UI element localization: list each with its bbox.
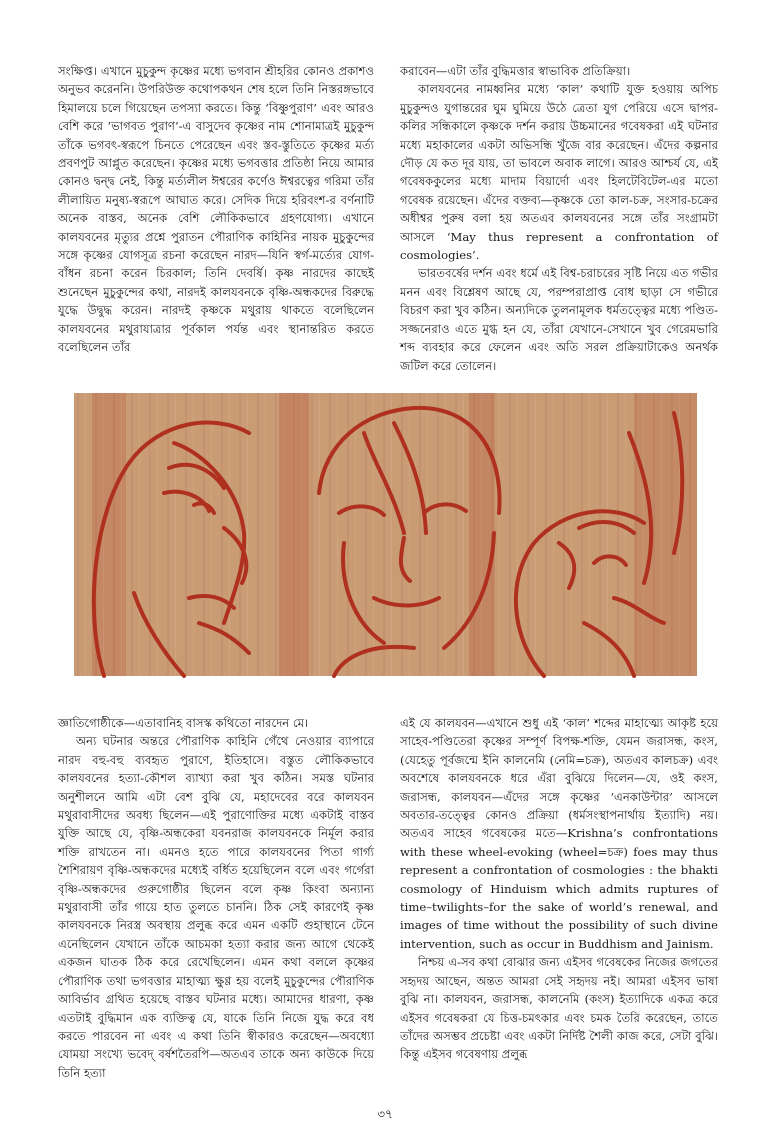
line-drawing-faces [74, 393, 697, 676]
text-column-top-right [400, 62, 718, 373]
illustration-three-faces [74, 393, 697, 676]
text-column-top-left [58, 62, 374, 355]
paragraph: ভারতবর্ষের দর্শন এবং ধর্মে এই বিশ্ব-চরাচরের সৃষ্টি নিয়ে এত গভীর মনন এবং বিশ্লেষণ আছে যে, পরম্পরাপ্রাপ্ত বোধ ছাড়া সে গভীরে বিচরণ করা খুব কঠিন। অন্যদিকে তুলনামূলক ধর্মতত্ত্বের মধ্যে পণ্ডিত-সজ্জনেরাও এতে মুগ্ধ হন যে, তাঁরা যেখানে-সেখানে খুব গেরেমভারি শব্দ ব্যবহার করে ফেলেন এবং অতি সরল প্রক্রিয়াটাকেও অনর্থক জটিল করে তোলেন। [400, 266, 718, 373]
paragraph: এই যে কালযবন—এখানে শুধু এই ‘কাল’ শব্দের মাহাত্ম্যে আকৃষ্ট হয়ে সাহেব-পণ্ডিতেরা কৃষ্ণের সম্পূর্ণ বিপক্ষ-শক্তি, যেমন জরাসন্ধ, কংস, (যেহেতু পূর্বজন্মে ইনি কালনেমি (নেমি=চক্র), অতএব কালচক্র) এবং অবশেষে কালযবনকে ধরে এঁরা বুঝিয়ে দিলেন—যে, ওই কংস, জরাসন্ধ, কালযবন—এঁদের সঙ্গে কৃষ্ণের ‘এনকাউন্টার’ আসলে অবতার-তত্ত্বের কোনও প্রক্রিয়া (ধর্মসংস্থাপনার্থায় ইত্যাদি) নয়। অতএব সাহেব গবেষকের মতে—Krishna’s confrontations with these wheel-evoking (wheel=চক্র) foes may thus represent a confrontation of cosmologies : the bhakti cosmology of Hinduism which admits ruptures of time–twilights–for the sake of world’s renewal, and images of time without the possibility of such divine intervention, such as occur in Buddhism and Jainism. [400, 716, 718, 951]
text-column-bottom-left [58, 714, 374, 1096]
text-column-bottom-right [400, 714, 718, 1096]
paragraph: জ্ঞাতিগোষ্ঠীকে—এতাবানিহ বাসস্ক কথিতো নারদেন মে। [58, 716, 309, 730]
paragraph: অন্য ঘটনার অন্তরে পৌরাণিক কাহিনি গেঁথে নেওয়ার ব্যাপারে নারদ বহু-বহু ব্যবহৃত পুরাণে, ইতিহাসে। বস্তুত লৌকিকভাবে কালযবনের হত্যা-কৌশল ব্যাখ্যা করা খুব কঠিন। সমস্ত ঘটনার অনুশীলনে আমি এটা বেশ বুঝি যে, মহাদেবের বরে কালযবন মথুরাবাসীদের অবধ্য ছিলেন—এই পুরাণোক্তির মধ্যে একটাই বাস্তব যুক্তি আছে যে, বৃষ্ণি-অন্ধকেরা যবনরাজ কালযবনকে নির্মূল করার শক্তি রাখতেন না। এমনও হতে পারে কালযবনের পিতা গার্গ্য শৈশিরায়ণ বৃষ্ণি-অন্ধকদের মধ্যেই বর্ধিত হয়েছিলেন বলে এবং গর্গেরা বৃষ্ণি-অন্ধকদের গুরুগোষ্ঠীর ছিলেন বলে কৃষ্ণ কিংবা অন্যান্য মথুরাবাসী তাঁর গায়ে হাত তুলতে চাননি। ঠিক সেই কারণেই কৃষ্ণ কালযবনকে নিরস্ত্র অবস্থায় প্রলুব্ধ করে এমন একটি গুহাস্থানে টেনে এনেছিলেন যেখানে তাঁকে আচমকা হত্যা করার জন্য আগে থেকেই একজন ঘাতক ঠিক করে রেখেছিলেন। এমন কথা বললে কৃষ্ণের পৌরাণিক তথা ভগবত্তার মাহাত্ম্য ক্ষুণ্ণ হয় বলেই মুচুকুন্দের পৌরাণিক আবির্ভাব গ্রথিত হয়েছে বাস্তব ঘটনার মধ্যে। আমাদের ধারণা, কৃষ্ণ এতটাই বুদ্ধিমান এক ব্যক্তিত্ব যে, যাকে তিনি নিজে যুদ্ধ করে বধ করতে পারবেন না এবং এ কথা তিনি স্বীকারও করেছেন—অবধ্যো যোময়া সংখ্যে ভবেদ্ বর্ষশতৈরপি—অতএব তাকে অন্য কাউকে দিয়ে তিনি হত্যা [58, 734, 374, 1080]
paragraph: কালযবনের নামধ্বনির মধ্যে ‘কাল’ কথাটি যুক্ত হওয়ায় অপিচ মুচুকুন্দও যুগান্তরের ঘুম ঘুমিয়ে উঠে ত্রেতা যুগ পেরিয়ে এসে দ্বাপর-কলির সন্ধিকালে কৃষ্ণকে দর্শন করায় উচ্চমানের গবেষকরা এই ঘটনার মধ্যে মহাকালের একটা অভিসন্ধি খুঁজে বার করেছেন। এঁদের কল্পনার দৌড় যে কত দূর যায়, তা ভাবলে অবাক লাগে। আরও আশ্চর্য যে, এই গবেষককুলের মধ্যে মাদাম বিয়ার্দো এবং হিলটেবিটেল-এর মতো গবেষক রয়েছেন। এঁদের বক্তব্য—কৃষ্ণকে তো কাল-চক্র, সংসার-চক্রের অধীশ্বর পুরুষ বলা হয় অতএব কালযবনের সঙ্গে তাঁর সংগ্রামটা আসলে ‘May thus represent a confrontation of cosmologies’. [400, 82, 718, 263]
page-number: ৩৭ [377, 1107, 393, 1121]
paragraph: করাবেন—এটা তাঁর বুদ্ধিমত্তার স্বাভাবিক প্রতিক্রিয়া। [400, 64, 631, 78]
paragraph: নিশ্চয় এ-সব কথা বোঝার জন্য এইসব গবেষকের নিজের জগতের সহৃদয় আছেন, অন্তত আমরা সেই সহৃদয় নই। আমরা এইসব ভাষা বুঝি না। কালযবন, জরাসন্ধ, কালনেমি (কংস) ইত্যাদিকে একত্র করে এইসব গবেষকরা যে চিত্ত-চমৎকার এবং চমক তৈরি করেছেন, তাতে তাঁদের অসম্ভব প্রচেষ্টা এবং একটা নির্দিষ্ট শৈলী কাজ করে, সেটা বুঝি। কিন্তু এইসব গবেষণায় প্রলুব্ধ [400, 955, 718, 1062]
paragraph: সংক্ষিপ্ত। এখানে মুচুকুন্দ কৃষ্ণের মধ্যে ভগবান শ্রীহরির কোনও প্রকাশও অনুভব করেননি। উপরিউক্ত কথোপকথন শেষ হলে তিনি নিস্তরঙ্গভাবে হিমালয়ে চলে গিয়েছেন তপস্যা করতে। কিন্তু ‘বিষ্ণুপুরাণ’ এবং আরও বেশি করে ‘ভাগবত পুরাণ’-এ বাসুদেব কৃষ্ণের নাম শোনামাত্রই মুচুকুন্দ তাঁকে ভগবৎ-স্বরূপে চিনতে পেরেছেন এবং স্তব-স্তুতিতে কৃষ্ণের মর্ত্য প্রবণপুট আপ্লুত করেছেন। কৃষ্ণের মধ্যে ভগবত্তার প্রতিষ্ঠা নিয়ে আমার কোনও দ্বন্দ্ব নেই, কিন্তু মর্ত্যলীল ঈশ্বরের কর্ণেও ঈশ্বরত্বের গরিমা তাঁর লীলায়িত মনুষ্য-স্বরূপে আঘাত করে। সেদিক দিয়ে হরিবংশ-র বর্ণনাটি অনেক বাস্তব, অনেক বেশি লৌকিকভাবে গ্রহণযোগ্য। এখানে কালযবনের মৃত্যুর প্রশ্নে পুরাতন পৌরাণিক কাহিনির নায়ক মুচুকুন্দের সঙ্গে কৃষ্ণের যোগসূত্র রচনা করেছেন নারদ—যিনি স্বর্গ-মর্ত্যের যোগ-বাঁধন রচনা করেন চিরকাল; তিনি দেবর্ষি। কৃষ্ণ নারদের কাছেই শুনেছেন মুচুকুন্দের কথা, নারদই কালযবনকে বৃষ্ণি-অন্ধকদের বিরুদ্ধে যুদ্ধে উদ্বুদ্ধ করেন। নারদই কৃষ্ণকে মথুরায় থাকতে বলেছিলেন কালযবনের মথুরাযাত্রার পূর্বকাল পর্যন্ত এবং স্থানান্তরিত করতে বলেছিলেন তাঁর [58, 64, 374, 355]
